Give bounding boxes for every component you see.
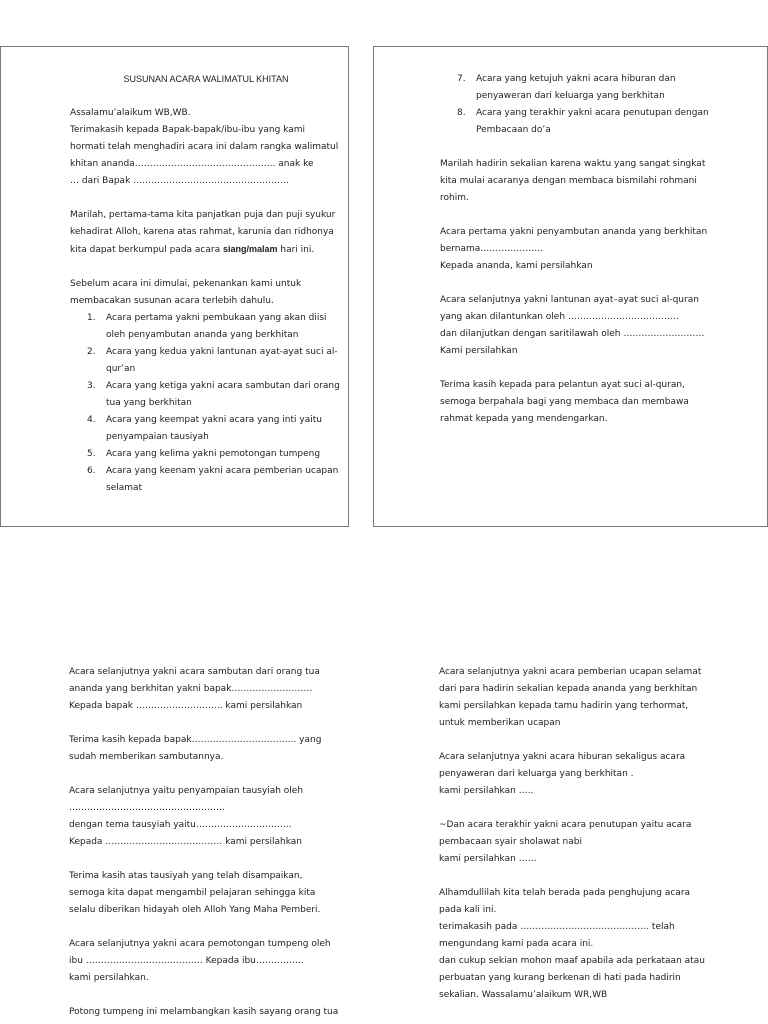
paragraph-line: kami persilahkan kepada tamu hadirin yang terhormat, — [439, 701, 689, 711]
intro-line: khitan ananda……………………………………….. anak ke — [70, 159, 314, 169]
greeting: Assalamu’alaikum WB,WB. — [70, 108, 191, 118]
paragraph-line: dengan tema tausyiah yaitu………………………….. — [69, 820, 292, 830]
list-item: 8. Acara yang terakhir yakni acara penutupan dengan Pembacaan do’a — [457, 108, 709, 135]
agenda-list-continued — [440, 71, 760, 139]
paragraph-line: Kepada bapak ……………………….. kami persilahkan — [69, 701, 303, 711]
list-item: 3. Acara yang ketiga yakni acara sambutan dari orang tua yang berkhitan — [87, 381, 340, 408]
paragraph-line: penyaweran dari keluarga yang berkhitan . — [439, 769, 634, 779]
praise-text: kita dapat berkumpul pada acara — [70, 245, 221, 255]
paragraph-line: perbuatan yang kurang berkenan di hati pada hadirin — [439, 973, 681, 983]
paragraph-line: Potong tumpeng ini melambangkan kasih sayang orang tua — [69, 1007, 339, 1017]
paragraph-line: Terima kasih kepada para pelantun ayat suci al-quran, — [440, 380, 685, 390]
paragraph-line: Kepada ………………………………… kami persilahkan — [69, 837, 302, 847]
paragraph-line: Acara selanjutnya yaitu penyampaian tausyiah oleh — [69, 786, 304, 796]
paragraph-line: Acara selanjutnya yakni acara hiburan sekaligus acara — [439, 752, 686, 762]
paragraph-line: semoga kita dapat mengambil pelajaran sehingga kita — [69, 888, 316, 898]
paragraph-line: Alhamdullilah kita telah berada pada penghujung acara — [439, 888, 691, 898]
paragraph-line: Marilah hadirin sekalian karena waktu yang sangat singkat — [440, 159, 706, 169]
time-of-day-highlight: siang/malam — [222, 244, 278, 254]
paragraph-line: dan dilanjutkan dengan saritilawah oleh ……………………… — [440, 329, 705, 339]
paragraph-line: dan cukup sekian mohon maaf apabila ada perkataan atau — [439, 956, 705, 966]
paragraph-line: sudah memberikan sambutannya. — [69, 752, 224, 762]
paragraph-line: mengundang kami pada acara ini. — [439, 939, 594, 949]
paragraph-line: Terima kasih atas tausiyah yang telah disampaikan, — [69, 871, 303, 881]
list-item: 2. Acara yang kedua yakni lantunan ayat-ayat suci al- qur’an — [87, 347, 338, 374]
document-page-1 — [0, 46, 349, 527]
page-2-content — [440, 71, 760, 428]
paragraph-line: kita mulai acaranya dengan membaca bismilahi rohmani — [440, 176, 697, 186]
paragraph-line: Terima kasih kepada bapak…………………………….. yang — [69, 735, 322, 745]
paragraph-line: yang akan dilantunkan oleh ………………………………. — [440, 312, 679, 322]
page-3-content — [69, 664, 354, 1021]
paragraph-line: ananda yang berkhitan yakni bapak……………………… — [69, 684, 313, 694]
praise-line: kehadirat Alloh, karena atas rahmat, karunia dan ridhonya — [70, 227, 334, 237]
paragraph-line: semoga berpahala bagi yang membaca dan membawa — [440, 397, 689, 407]
paragraph-line: Acara selanjutnya yakni acara pemotongan tumpeng oleh — [69, 939, 331, 949]
before-line: membacakan susunan acara terlebih dahulu. — [70, 296, 274, 306]
paragraph-line: ……………………………………………. — [69, 803, 225, 813]
before-line: Sebelum acara ini dimulai, pekenankan kami untuk — [70, 279, 302, 289]
paragraph-line: Acara selanjutnya yakni lantunan ayat–ayat suci al-quran — [440, 295, 699, 305]
paragraph-line: kami persilahkan ….. — [439, 786, 534, 796]
paragraph-line: Kami persilahkan — [440, 346, 518, 356]
paragraph-line: rohim. — [440, 193, 469, 203]
list-item: 6. Acara yang keenam yakni acara pemberian ucapan selamat — [87, 466, 339, 493]
paragraph-line: Acara selanjutnya yakni acara pemberian ucapan selamat — [439, 667, 702, 677]
paragraph-line: selalu diberikan hidayah oleh Alloh Yang Maha Pemberi. — [69, 905, 321, 915]
paragraph-line: dari para hadirin sekalian kepada ananda yang berkhitan — [439, 684, 698, 694]
paragraph-line: sekalian. Wassalamu’alaikum WR,WB — [439, 990, 608, 1000]
praise-line: Marilah, pertama-tama kita panjatkan puja dan puji syukur — [70, 210, 336, 220]
paragraph-line: untuk memberikan ucapan — [439, 718, 561, 728]
intro-line: hormati telah menghadiri acara ini dalam rangka walimatul — [70, 142, 339, 152]
praise-line — [70, 241, 342, 259]
paragraph-line: ibu ………………………………… Kepada ibu……………. — [69, 956, 304, 966]
list-item: 1. Acara pertama yakni pembukaan yang akan diisi oleh penyambutan ananda yang berkhitan — [87, 313, 327, 340]
praise-text: hari ini. — [280, 245, 315, 255]
page-1-content — [70, 71, 342, 497]
page-4-content — [439, 664, 739, 1004]
document-title: SUSUNAN ACARA WALIMATUL KHITAN — [123, 74, 289, 84]
paragraph-line: kami persilahkan. — [69, 973, 149, 983]
paragraph-line: pembacaan syair sholawat nabi — [439, 837, 582, 847]
paragraph-line: bernama………………… — [440, 244, 544, 254]
document-page-2 — [373, 46, 768, 527]
paragraph-line: pada kali ini. — [439, 905, 497, 915]
list-item: 4. Acara yang keempat yakni acara yang inti yaitu penyampaian tausiyah — [87, 415, 322, 442]
intro-line: … dari Bapak ……………………………………………. — [70, 176, 290, 186]
paragraph-line: Acara selanjutnya yakni acara sambutan dari orang tua — [69, 667, 320, 677]
list-item: 7. Acara yang ketujuh yakni acara hiburan dan penyaweran dari keluarga yang berkhitan — [457, 74, 676, 101]
paragraph-line: ~Dan acara terakhir yakni acara penutupan yaitu acara — [439, 820, 692, 830]
paragraph-line: rahmat kepada yang mendengarkan. — [440, 414, 608, 424]
paragraph-line: Acara pertama yakni penyambutan ananda yang berkhitan — [440, 227, 708, 237]
paragraph-line: terimakasih pada ……………………………………. telah — [439, 922, 675, 932]
agenda-list — [70, 310, 342, 497]
intro-line: Terimakasih kepada Bapak-bapak/ibu-ibu yang kami — [70, 125, 306, 135]
list-item: 5. Acara yang kelima yakni pemotongan tumpeng — [87, 449, 321, 459]
paragraph-line: kami persilahkan …… — [439, 854, 537, 864]
paragraph-line: Kepada ananda, kami persilahkan — [440, 261, 593, 271]
